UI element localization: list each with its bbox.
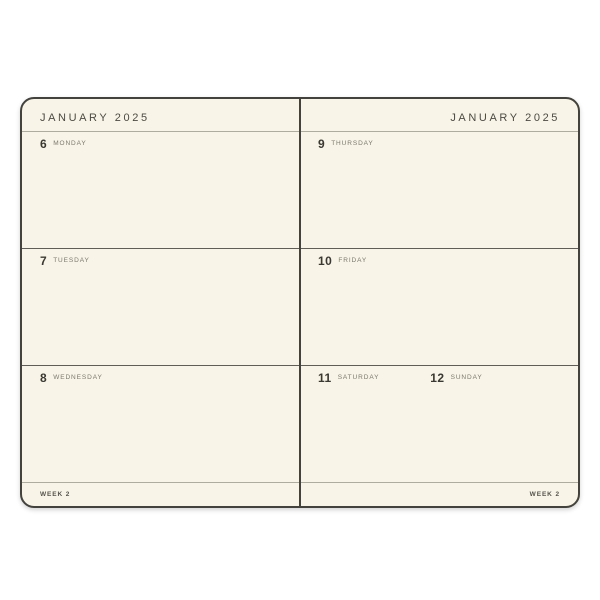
day-cell-friday (318, 256, 367, 266)
day-row-wednesday (22, 365, 300, 482)
left-page (22, 99, 300, 506)
week-label: WEEK 2 (529, 491, 560, 498)
day-name: WEDNESDAY (53, 373, 103, 381)
day-number: 12 (430, 371, 445, 385)
day-cell-wednesday (40, 373, 103, 383)
day-number: 11 (318, 371, 332, 385)
day-name: SATURDAY (337, 373, 380, 381)
day-row-weekend (300, 365, 578, 482)
day-number: 7 (40, 254, 48, 268)
left-page-footer (22, 482, 300, 506)
day-name: TUESDAY (53, 256, 90, 264)
day-cell-monday (40, 139, 87, 149)
day-number: 8 (40, 371, 48, 385)
day-number: 9 (318, 137, 326, 151)
day-row-friday (300, 248, 578, 365)
month-title: JANUARY 2025 (450, 112, 560, 124)
right-page-footer (300, 482, 578, 506)
day-name: THURSDAY (331, 139, 374, 147)
day-cell-thursday (318, 139, 374, 149)
day-cell-sunday (430, 373, 562, 383)
weekly-planner-spread (20, 97, 580, 508)
month-title: JANUARY 2025 (40, 112, 150, 124)
right-page (300, 99, 578, 506)
week-label: WEEK 2 (40, 491, 71, 498)
day-row-thursday (300, 132, 578, 248)
day-row-monday (22, 132, 300, 248)
day-name: MONDAY (53, 139, 87, 147)
day-cell-saturday (318, 373, 430, 383)
day-cell-tuesday (40, 256, 90, 266)
left-page-header (22, 99, 300, 132)
right-page-header (300, 99, 578, 132)
day-name: SUNDAY (450, 373, 483, 381)
day-number: 6 (40, 137, 48, 151)
book-spine-divider (299, 99, 301, 506)
day-row-tuesday (22, 248, 300, 365)
day-number: 10 (318, 254, 333, 268)
day-name: FRIDAY (338, 256, 368, 264)
